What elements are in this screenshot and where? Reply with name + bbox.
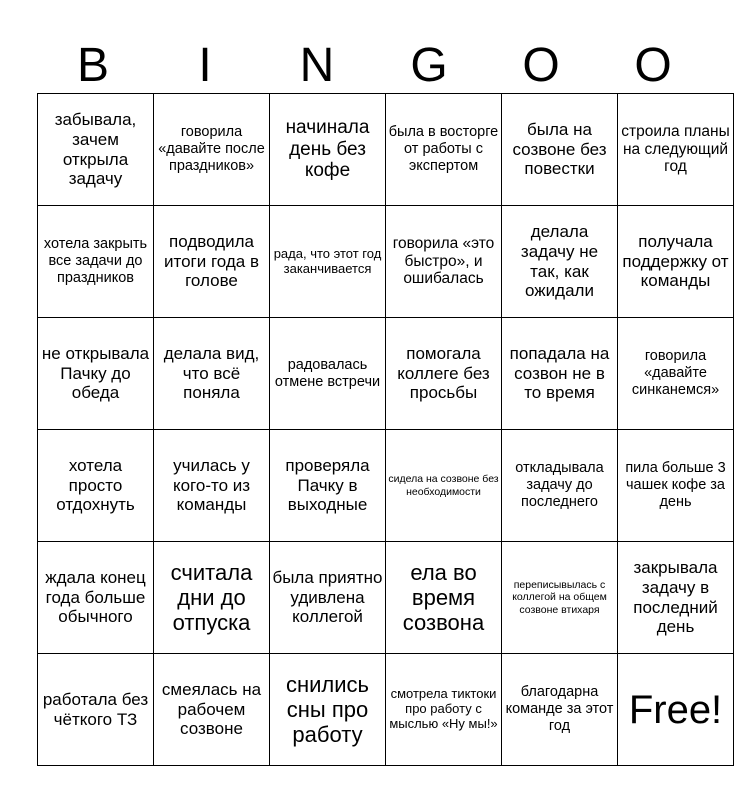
bingo-cell[interactable]: хотела просто отдохнуть — [38, 430, 154, 542]
bingo-row — [38, 94, 734, 206]
bingo-cell[interactable]: работала без чёткого ТЗ — [38, 654, 154, 766]
bingo-cell[interactable]: проверяла Пачку в выходные — [270, 430, 386, 542]
bingo-cell[interactable]: была на созвоне без повестки — [502, 94, 618, 206]
bingo-cell[interactable]: хотела закрыть все задачи до праздников — [38, 206, 154, 318]
bingo-cell[interactable]: сидела на созвоне без необходимости — [386, 430, 502, 542]
bingo-cell[interactable]: закрывала задачу в последний день — [618, 542, 734, 654]
bingo-cell[interactable]: радовалась отмене встречи — [270, 318, 386, 430]
bingo-cell[interactable]: помогала коллеге без просьбы — [386, 318, 502, 430]
bingo-cell[interactable]: не открывала Пачку до обеда — [38, 318, 154, 430]
bingo-row — [38, 318, 734, 430]
bingo-cell[interactable]: откладывала задачу до последнего — [502, 430, 618, 542]
bingo-cell[interactable]: делала вид, что всё поняла — [154, 318, 270, 430]
bingo-grid — [37, 93, 734, 766]
header-letter-o2: O — [634, 39, 672, 92]
bingo-cell[interactable]: считала дни до отпуска — [154, 542, 270, 654]
header-letter-i: I — [198, 39, 212, 92]
bingo-cell[interactable]: забывала, зачем открыла задачу — [38, 94, 154, 206]
bingo-cell[interactable]: говорила «давайте синканемся» — [618, 318, 734, 430]
bingo-row — [38, 542, 734, 654]
bingo-row — [38, 430, 734, 542]
bingo-cell[interactable]: получала поддержку от команды — [618, 206, 734, 318]
bingo-header — [37, 38, 709, 94]
header-letter-b: B — [76, 39, 109, 92]
bingo-cell[interactable]: пила больше 3 чашек кофе за день — [618, 430, 734, 542]
header-letter-n: N — [299, 39, 335, 92]
bingo-cell[interactable]: переписывылась с коллегой на общем созвоне втихаря — [502, 542, 618, 654]
bingo-cell[interactable]: говорила «давайте после праздников» — [154, 94, 270, 206]
bingo-row — [38, 654, 734, 766]
bingo-cell[interactable]: делала задачу не так, как ожидали — [502, 206, 618, 318]
bingo-cell[interactable]: подводила итоги года в голове — [154, 206, 270, 318]
bingo-cell[interactable]: смотрела тиктоки про работу с мыслью «Ну мы!» — [386, 654, 502, 766]
bingo-cell[interactable]: рада, что этот год заканчивается — [270, 206, 386, 318]
bingo-cell[interactable]: была в восторге от работы с экспертом — [386, 94, 502, 206]
bingo-cell[interactable]: говорила «это быстро», и ошибалась — [386, 206, 502, 318]
bingo-cell[interactable]: была приятно удивлена коллегой — [270, 542, 386, 654]
bingo-cell[interactable]: ела во время созвона — [386, 542, 502, 654]
header-letter-o: O — [522, 39, 560, 92]
bingo-cell[interactable]: ждала конец года больше обычного — [38, 542, 154, 654]
bingo-cell[interactable]: попадала на созвон не в то время — [502, 318, 618, 430]
bingo-cell[interactable]: смеялась на рабочем созвоне — [154, 654, 270, 766]
bingo-cell[interactable]: строила планы на следующий год — [618, 94, 734, 206]
bingo-cell[interactable]: начинала день без кофе — [270, 94, 386, 206]
bingo-cell[interactable]: училась у кого-то из команды — [154, 430, 270, 542]
header-letter-g: G — [410, 39, 448, 92]
bingo-row — [38, 206, 734, 318]
bingo-cell[interactable]: снились сны про работу — [270, 654, 386, 766]
free-space-cell[interactable]: Free! — [618, 654, 734, 766]
bingo-cell[interactable]: благодарна команде за этот год — [502, 654, 618, 766]
